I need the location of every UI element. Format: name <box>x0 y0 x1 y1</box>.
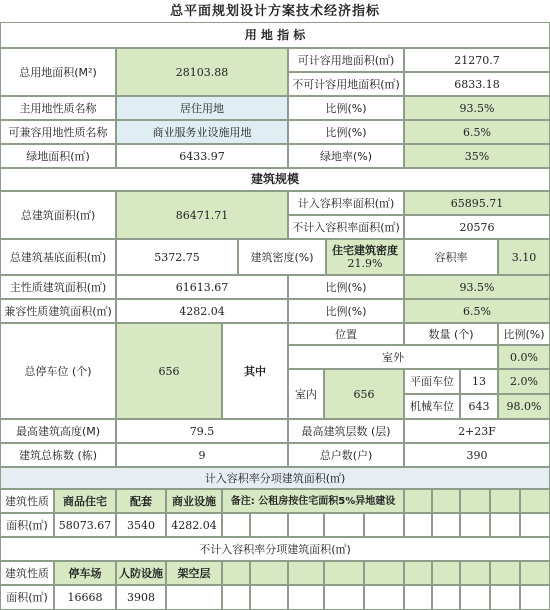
far-empty-cell <box>460 489 490 513</box>
base-area-value: 5372.75 <box>116 239 238 275</box>
nonfar-empty-cell <box>460 561 490 585</box>
far-empty-cell <box>250 513 288 537</box>
far-value: 3.10 <box>498 239 550 275</box>
max-floors-label: 最高建筑层数 (层) <box>288 419 404 443</box>
building-section-header: 建筑规模 <box>0 168 550 191</box>
parking-surface-qty: 13 <box>460 369 498 394</box>
max-height-value: 79.5 <box>116 419 288 443</box>
density-label: 建筑密度(%) <box>238 239 326 275</box>
households-label: 总户数(户) <box>288 443 404 467</box>
nonfar-empty-cell <box>490 585 520 610</box>
compat-gfa-label: 兼容性质建筑面积(㎡) <box>0 299 116 323</box>
parking-of-which-label: 其中 <box>222 323 288 419</box>
far-type-label: 建筑性质 <box>0 489 54 513</box>
compat-gfa-ratio-value: 6.5% <box>404 299 550 323</box>
parking-total-value: 656 <box>116 323 222 419</box>
nonfar-type-parking: 停车场 <box>54 561 116 585</box>
nonfar-empty-cell <box>460 585 490 610</box>
nonfar-empty-cell <box>404 561 432 585</box>
far-land-area-label: 可计容用地面积(㎡) <box>288 48 404 72</box>
far-empty-cell <box>432 513 460 537</box>
res-density-value: 21.9% <box>347 257 383 270</box>
main-use-value: 居住用地 <box>116 96 288 120</box>
green-area-value: 6433.97 <box>116 144 288 168</box>
compat-use-ratio-value: 6.5% <box>404 120 550 144</box>
nonfar-land-area-label: 不可计容用地面积(㎡) <box>288 72 404 96</box>
nonfar-empty-cell <box>520 561 550 585</box>
nonfar-empty-cell <box>250 585 288 610</box>
far-empty-cell <box>490 489 520 513</box>
nonfar-area-civil-defense: 3908 <box>116 585 166 610</box>
parking-indoor-total: 656 <box>324 369 404 419</box>
nonfar-empty-cell <box>324 585 364 610</box>
parking-mech-ratio: 98.0% <box>498 394 550 419</box>
far-gfa-value: 65895.71 <box>404 191 550 215</box>
green-rate-label: 绿地率(%) <box>288 144 404 168</box>
nonfar-type-label: 建筑性质 <box>0 561 54 585</box>
far-note: 备注: 公租房按住宅面积5%异地建设 <box>222 489 404 513</box>
far-gfa-label: 计入容积率面积(㎡) <box>288 191 404 215</box>
far-type-supporting: 配套 <box>116 489 166 513</box>
parking-surface-ratio: 2.0% <box>498 369 550 394</box>
far-area-residential: 58073.67 <box>54 513 116 537</box>
building-count-label: 建筑总栋数 (栋) <box>0 443 116 467</box>
res-density-label: 住宅建筑密度 <box>332 244 398 257</box>
main-gfa-ratio-label: 比例(%) <box>288 275 404 299</box>
nonfar-empty-cell <box>288 561 324 585</box>
compat-use-value: 商业服务业设施用地 <box>116 120 288 144</box>
nonfar-empty-cell <box>288 585 324 610</box>
nonfar-gfa-value: 20576 <box>404 215 550 239</box>
nonfar-land-area-value: 6833.18 <box>404 72 550 96</box>
nonfar-empty-cell <box>490 561 520 585</box>
parking-outdoor-label: 室外 <box>288 345 498 369</box>
compat-use-ratio-label: 比例(%) <box>288 120 404 144</box>
parking-qty-header: 数量 (个) <box>404 323 498 345</box>
far-area-label: 面积(㎡) <box>0 513 54 537</box>
nonfar-empty-cell <box>364 561 404 585</box>
table-title: 总平面规划设计方案技术经济指标 <box>169 3 380 19</box>
far-empty-cell <box>490 513 520 537</box>
far-empty-cell <box>222 513 250 537</box>
total-land-area-value: 28103.88 <box>116 48 288 96</box>
far-empty-cell <box>404 513 432 537</box>
parking-surface-label: 平面车位 <box>404 369 460 394</box>
max-height-label: 最高建筑高度(M) <box>0 419 116 443</box>
nonfar-empty-cell <box>520 585 550 610</box>
max-floors-value: 2+23F <box>404 419 550 443</box>
far-land-area-value: 21270.7 <box>404 48 550 72</box>
main-use-label: 主用地性质名称 <box>0 96 116 120</box>
compat-gfa-value: 4282.04 <box>116 299 288 323</box>
far-type-residential: 商品住宅 <box>54 489 116 513</box>
res-density-cell <box>326 239 404 275</box>
main-gfa-value: 61613.67 <box>116 275 288 299</box>
nonfar-empty-cell <box>222 585 250 610</box>
nonfar-empty-cell <box>222 561 250 585</box>
main-use-ratio-label: 比例(%) <box>288 96 404 120</box>
nonfar-empty-cell <box>404 585 432 610</box>
households-value: 390 <box>404 443 550 467</box>
green-area-label: 绿地面积(㎡) <box>0 144 116 168</box>
nonfar-area-stilt-floor <box>166 585 222 610</box>
far-empty-cell <box>288 513 324 537</box>
nonfar-area-parking: 16668 <box>54 585 116 610</box>
far-empty-cell <box>324 513 364 537</box>
building-count-value: 9 <box>116 443 288 467</box>
total-land-area-label: 总用地面积(M²) <box>0 48 116 96</box>
main-gfa-label: 主性质建筑面积(㎡) <box>0 275 116 299</box>
nonfar-empty-cell <box>364 585 404 610</box>
parking-position-header: 位置 <box>288 323 404 345</box>
nonfar-empty-cell <box>250 561 288 585</box>
nonfar-type-stilt-floor: 架空层 <box>166 561 222 585</box>
total-gfa-label: 总建筑面积(㎡) <box>0 191 116 239</box>
parking-outdoor-ratio: 0.0% <box>498 345 550 369</box>
nonfar-gfa-label: 不计入容积率面积(㎡) <box>288 215 404 239</box>
parking-mech-qty: 643 <box>460 394 498 419</box>
far-type-commercial: 商业设施 <box>166 489 222 513</box>
main-gfa-ratio-value: 93.5% <box>404 275 550 299</box>
parking-ratio-header: 比例(%) <box>498 323 550 345</box>
parking-total-label: 总停车位 (个) <box>0 323 116 419</box>
parking-indoor-label: 室内 <box>288 369 324 419</box>
total-gfa-value: 86471.71 <box>116 191 288 239</box>
far-empty-cell <box>364 513 404 537</box>
main-use-ratio-value: 93.5% <box>404 96 550 120</box>
land-section-header: 用 地 指 标 <box>0 22 550 48</box>
nonfar-empty-cell <box>324 561 364 585</box>
far-area-commercial: 4282.04 <box>166 513 222 537</box>
far-empty-cell <box>520 489 550 513</box>
far-empty-cell <box>432 489 460 513</box>
green-rate-value: 35% <box>404 144 550 168</box>
compat-gfa-ratio-label: 比例(%) <box>288 299 404 323</box>
base-area-label: 总建筑基底面积(㎡) <box>0 239 116 275</box>
nonfar-area-label: 面积(㎡) <box>0 585 54 610</box>
far-label: 容积率 <box>404 239 498 275</box>
nonfar-type-civil-defense: 人防设施 <box>116 561 166 585</box>
compat-use-label: 可兼容用地性质名称 <box>0 120 116 144</box>
parking-mech-label: 机械车位 <box>404 394 460 419</box>
far-area-supporting: 3540 <box>116 513 166 537</box>
far-empty-cell <box>460 513 490 537</box>
nonfar-empty-cell <box>432 561 460 585</box>
far-breakdown-header: 计入容积率分项建筑面积(㎡) <box>0 467 550 489</box>
nonfar-empty-cell <box>432 585 460 610</box>
nonfar-breakdown-header: 不计入容积率分项建筑面积(㎡) <box>0 537 550 561</box>
far-empty-cell <box>520 513 550 537</box>
far-empty-cell <box>404 489 432 513</box>
